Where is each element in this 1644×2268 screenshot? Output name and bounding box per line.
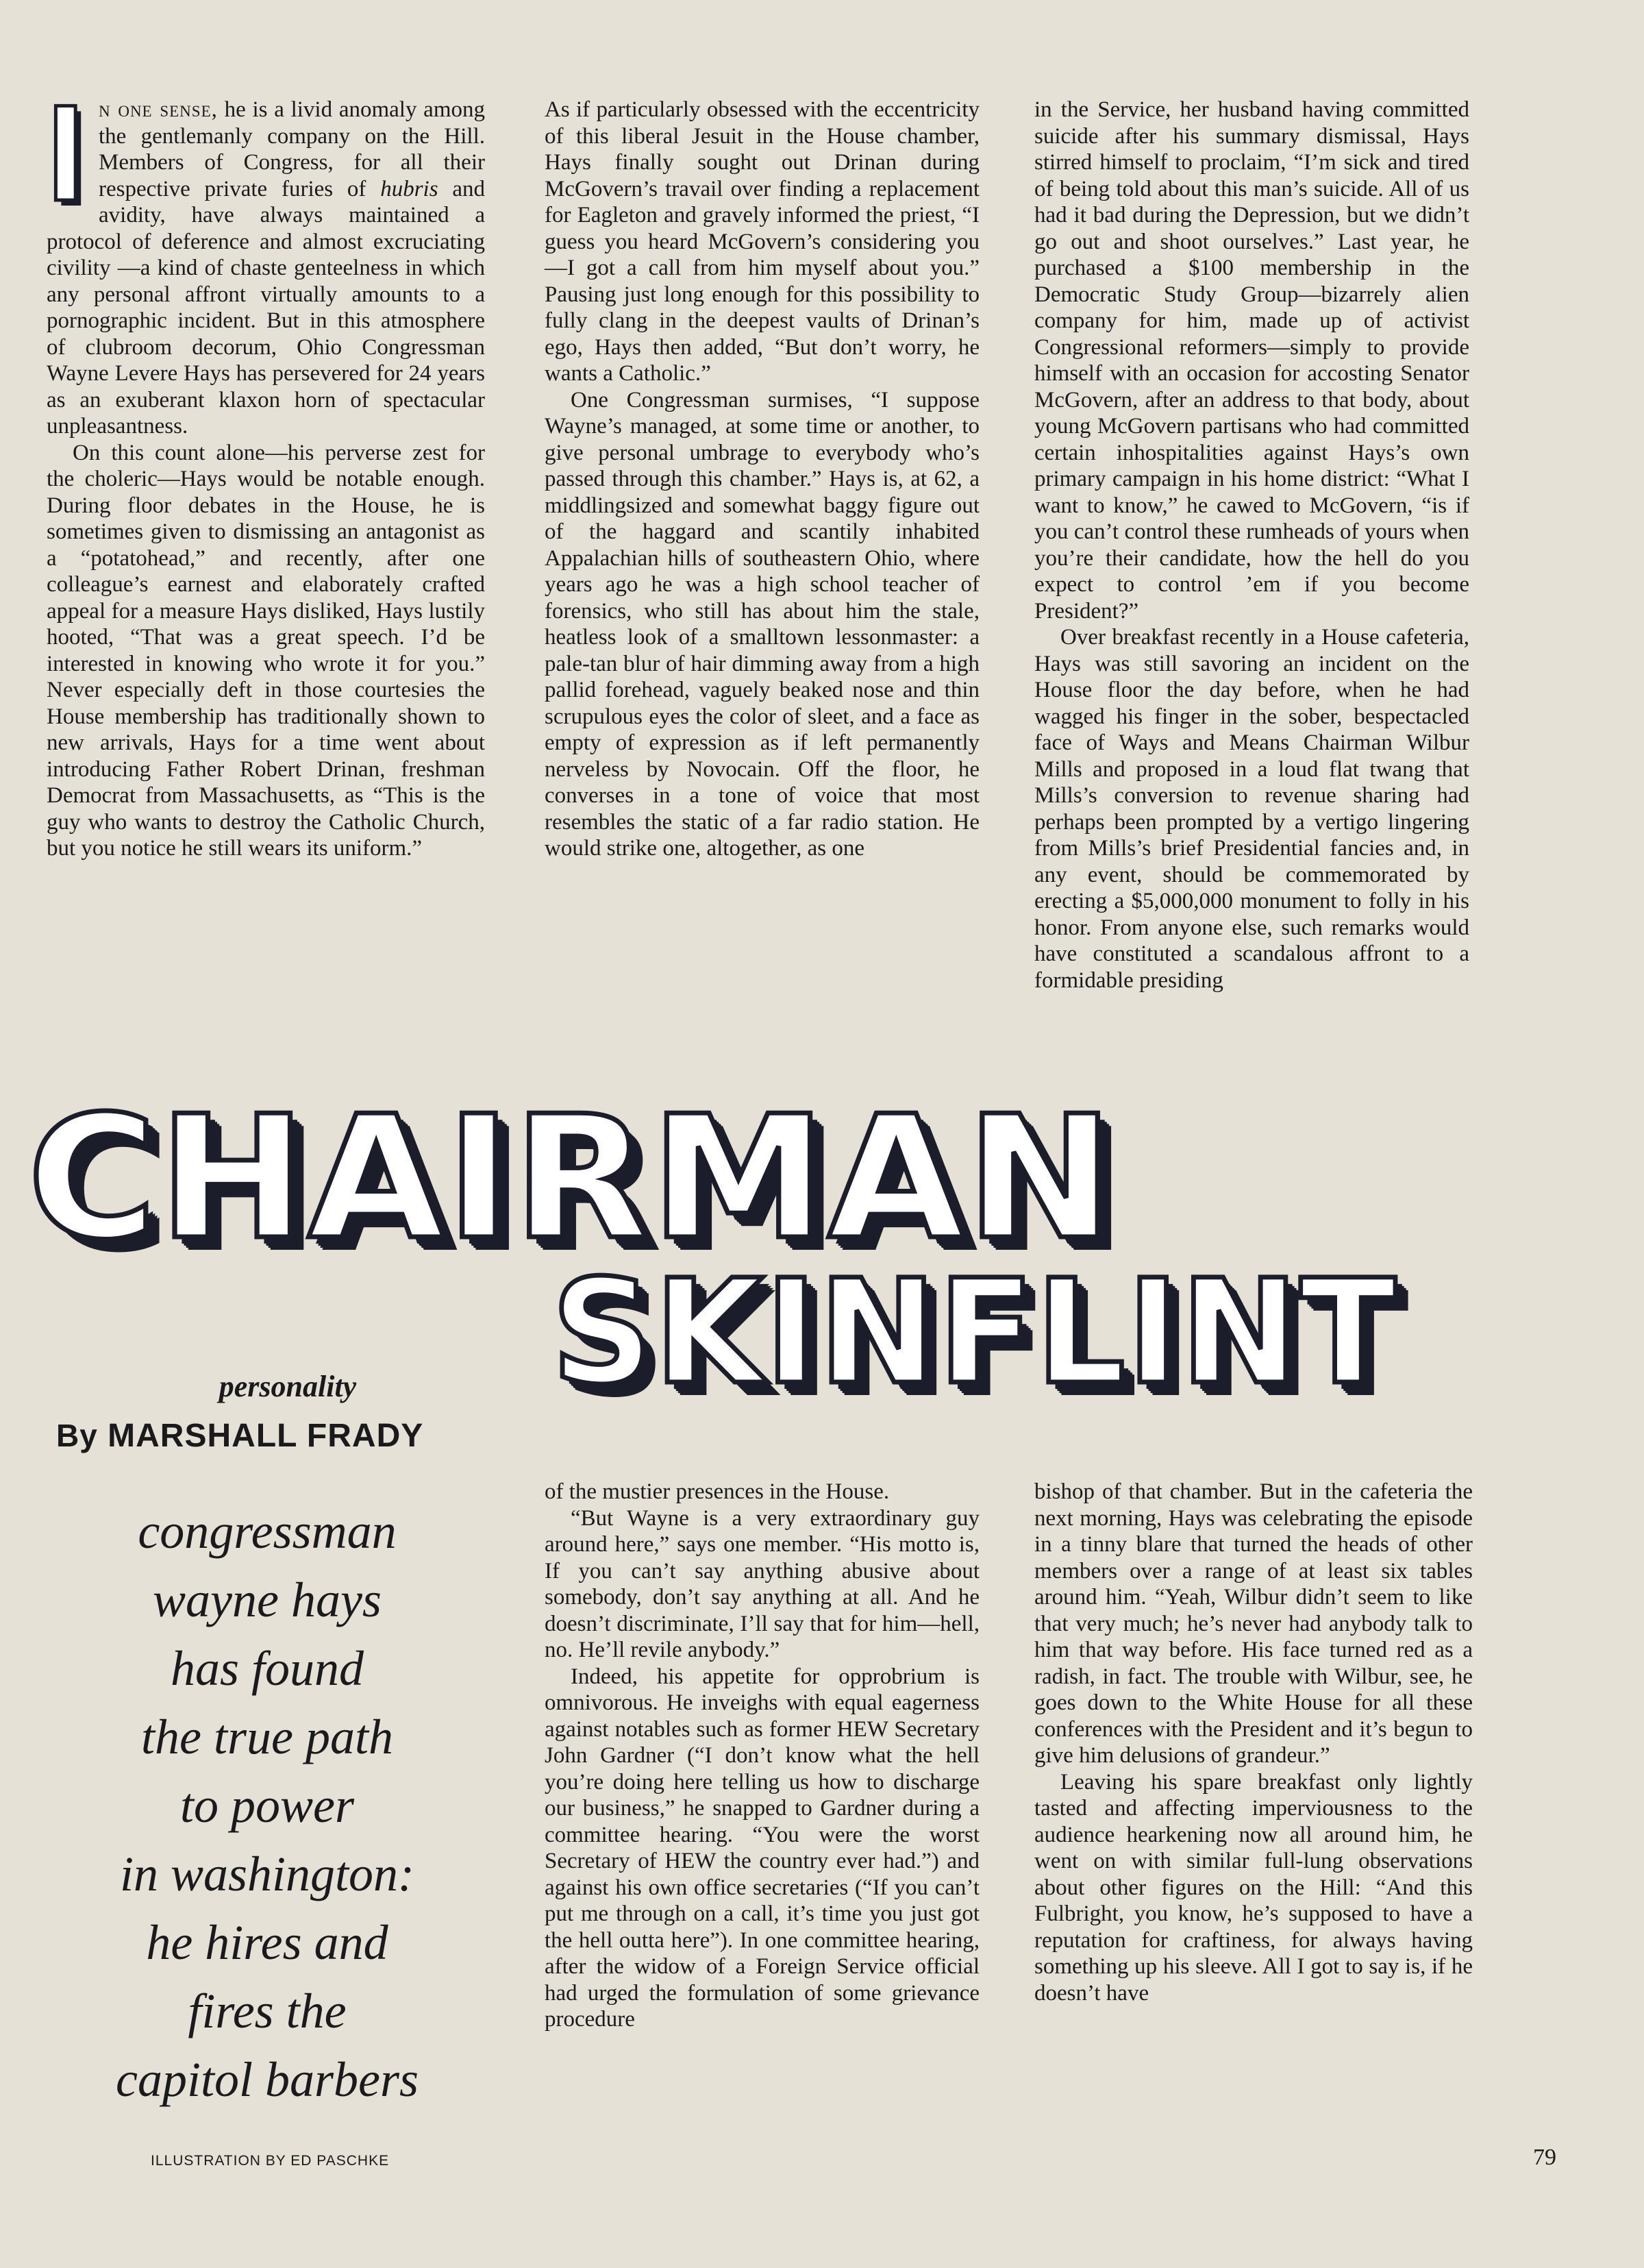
deck-line: has found	[170, 1641, 364, 1696]
article-paragraph	[47, 77, 485, 440]
text-run: and avidity, have always maintained a protocol of deference and almost excruciating civility —a kind of chaste genteelness in which any personal affront virtually amounts to a pornographic incident. But in this atmosphere of clubroom decorum, Ohio Congressman Wayne Levere Hays has persevered for 24 years as an exuberant klaxon horn of spectacular unpleasantness.	[47, 176, 485, 439]
article-paragraph: Over breakfast recently in a House cafeteria, Hays was still savoring an incident on the House floor the day before, when he had wagged his finger in the sober, bespectacled face of Ways and Means Chairman Wilbur Mills and proposed in a loud flat twang that Mills’s conversion to revenue sharing had perhaps been prompted by a vertigo lingering from Mills’s brief Presidential fancies and, in any event, should be commemorated by erecting a $5,000,000 monument to folly in his honor. From anyone else, such remarks would have constituted a scandalous affront to a formidable presiding	[1034, 625, 1469, 993]
article-paragraph: As if particularly obsessed with the eccentricity of this liberal Jesuit in the House chamber, Hays finally sought out Drinan during McGovern’s travail over finding a replacement for Eagleton and gravely informed the priest, “I guess you heard McGovern’s considering you—I got a call from him myself about you.” Pausing just long enough for this possibility to fully clang in the deepest vaults of Drinan’s ego, Hays then added, “But don’t worry, he wants a Catholic.”	[545, 97, 980, 386]
deck-line: he hires and	[146, 1915, 388, 1970]
byline-author: MARSHALL FRADY	[108, 1418, 424, 1454]
italic-word: hubris	[380, 176, 438, 201]
byline-prefix: By	[56, 1418, 98, 1453]
deck-line: to power	[179, 1778, 354, 1833]
illustration-credit: ILLUSTRATION BY ED PASCHKE	[151, 2153, 390, 2169]
deck-line: capitol barbers	[116, 2052, 419, 2107]
article-column-5	[1034, 1479, 1473, 2006]
page-number: 79	[1533, 2145, 1556, 2170]
article-paragraph: bishop of that chamber. But in the cafeteria the next morning, Hays was celebrating the episode in a tinny blare that turned the heads of other members over a range of at least six tables around him. “Yeah, Wilbur didn’t seem to like that very much; he’s never had anybody talk to him that way before. His face turned red as a radish, in fact. The trouble with Wilbur, see, he goes down to the White House for all these conferences with the President and it’s begun to give him delusions of grandeur.”	[1034, 1479, 1473, 1768]
deck-line: the true path	[141, 1710, 393, 1764]
article-column-4	[545, 1479, 980, 2033]
text-run: he is a livid anomaly among the gentlemanly company on the Hill. Members of Congress, for all their respective private furies of	[99, 97, 485, 201]
byline	[56, 1417, 423, 1455]
deck-line: wayne hays	[153, 1573, 382, 1627]
article-column-1	[47, 77, 485, 862]
article-paragraph: of the mustier presences in the House.	[545, 1479, 890, 1504]
deck	[55, 1497, 480, 2114]
article-paragraph: Leaving his spare breakfast only lightly tasted and affecting imperviousness to the audience hearkening now all around him, he went on with similar full-lung observations about other figures on the Hill: “And this Fulbright, you know, he’s supposed to have a reputation for craftiness, for always having something up his sleeve. All I got to say is, if he doesn’t have	[1034, 1769, 1473, 2006]
article-paragraph: One Congressman surmises, “I suppose Wayne’s managed, at some time or another, to give personal umbrage to everybody who’s passed through this chamber.” Hays is, at 62, a middlingsized and somewhat baggy figure out of the haggard and scantily inhabited Appalachian hills of southeastern Ohio, where years ago he was a high school teacher of forensics, who still has about him the stale, heatless look of a smalltown lessonmaster: a pale-tan blur of hair dimming away from a high pallid forehead, vaguely beaked nose and thin scrupulous eyes the color of sleet, and a face as empty of expression as if left permanently nerveless by Novocain. Off the floor, he converses in a tone of voice that most resembles the static of a far radio station. He would strike one, altogether, as one	[545, 387, 980, 861]
article-paragraph: in the Service, her husband having committed suicide after his summary dismissal, Hays stirred himself to proclaim, “I’m sick and tired of being told about this man’s suicide. All of us had it bad during the Depression, but we didn’t go out and shoot ourselves.” Last year, he purchased a $100 membership in the Democratic Study Group—bizarrely alien company for him, made up of activist Congressional reformers—simply to provide himself with an occasion for accosting Senator McGovern, after an address to that body, about young McGovern partisans who had committed certain inhospitalities against Hays’s own primary campaign in his home district: “What I want to know,” he cawed to McGovern, “is if you can’t control these rumheads of yours when you’re their candidate, how the hell do you expect to control ’em if you become President?”	[1034, 97, 1469, 624]
article-paragraph: “But Wayne is a very extraordinary guy around here,” says one member. “His motto is, If you can’t say anything abusive about somebody, don’t say anything at all. And he doesn’t discriminate, I’ll say that for him—hell, no. He’ll revile anybody.”	[545, 1505, 980, 1662]
lead-in: n one sense,	[99, 97, 218, 122]
article-paragraph: On this count alone—his perverse zest for the choleric—Hays would be notable enough. During floor debates in the House, he is sometimes given to dismissing an antagonist as a “potatohead,” and recently, after one colleague’s earnest and elaborately crafted appeal for a measure Hays disliked, Hays lustily hooted, “That was a great speech. I’d be interested in knowing who wrote it for you.” Never especially deft in those courtesies the House membership has traditionally shown to new arrivals, Hays for a time went about introducing Father Robert Drinan, freshman Democrat from Massachusetts, as “This is the guy who wants to destroy the Catholic Church, but you notice he still wears its uniform.”	[47, 440, 485, 861]
section-label: personality	[219, 1370, 357, 1403]
article-column-3	[1034, 97, 1469, 994]
article-column-2	[545, 97, 980, 862]
article-paragraph: Indeed, his appetite for opprobrium is omnivorous. He inveighs with equal eagerness against notables such as former HEW Secretary John Gardner (“I don’t know what the hell you’re doing here telling us how to discharge our business,” he snapped to Gardner during a committee hearing. “You were the worst Secretary of HEW the country ever had.”) and against his own office secretaries (“If you can’t put me through on a call, it’s time you just got the hell outta here”). In one committee hearing, after the widow of a Foreign Service official had urged the formulation of some grievance procedure	[545, 1664, 980, 2032]
deck-line: in washington:	[119, 1847, 415, 1901]
headline-line-1: CHAIRMAN	[27, 1080, 1116, 1277]
deck-line: fires the	[188, 1984, 347, 2038]
headline-line-2: SKINFLINT	[551, 1248, 1398, 1416]
drop-cap: I	[47, 77, 85, 230]
deck-line: congressman	[138, 1504, 397, 1559]
